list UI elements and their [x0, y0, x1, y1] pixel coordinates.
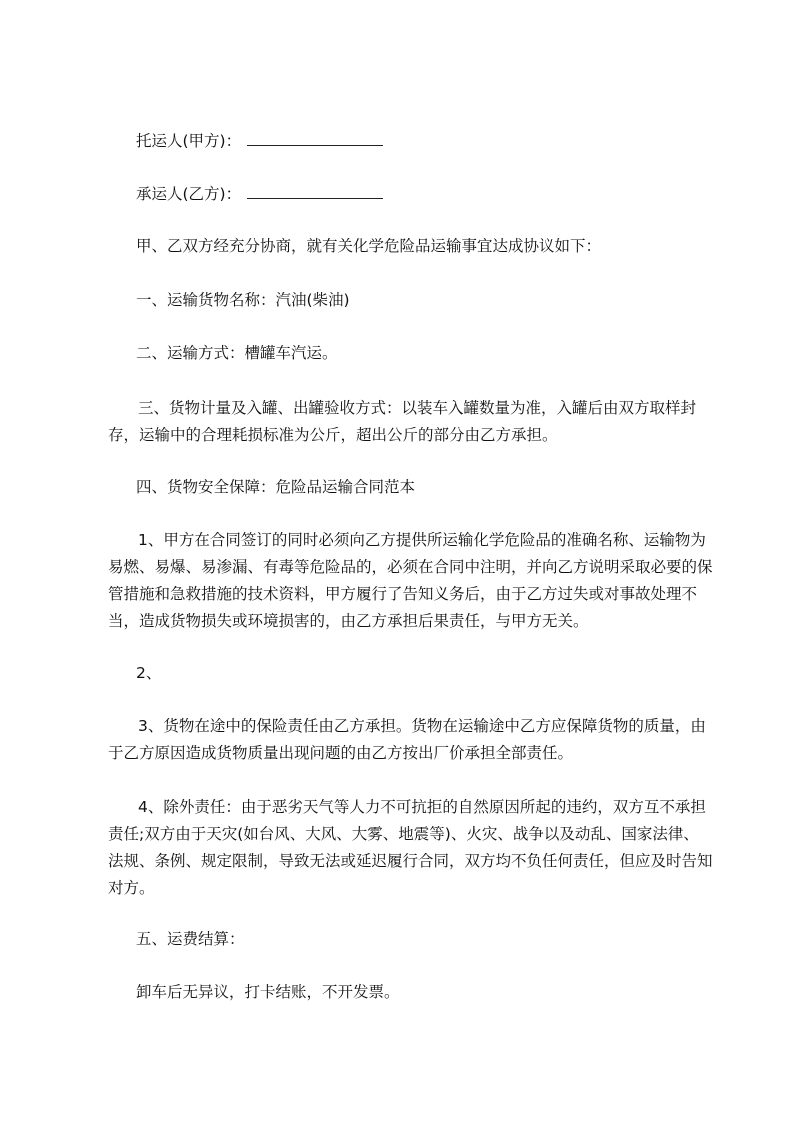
carrier-blank: [247, 184, 383, 199]
item-1: 1、甲方在合同签订的同时必须向乙方提供所运输化学危险品的准确名称、运输物为易燃、易爆、易渗漏、有毒等危险品的，必须在合同中注明，并向乙方说明采取必要的保管措施和急救措施的技术资料，甲方履行了告知义务后，由于乙方过失或对事故处理不当，造成货物损失或环境损害的，由乙方承担后果责任，与甲方无关。: [108, 531, 713, 630]
section-4: 四、货物安全保障：危险品运输合同范本: [136, 478, 416, 496]
carrier-label: 承运人(乙方)：: [136, 185, 242, 203]
item-4: 4、除外责任：由于恶劣天气等人力不可抗拒的自然原因所起的违约，双方互不承担责任;双方由于天灾(如台风、大风、大雾、地震等)、火灾、战争以及动乱、国家法律、法规、条例、规定限制，导致无法或延迟履行合同，双方均不负任何责任，但应及时告知对方。: [108, 798, 713, 897]
section-3: 三、货物计量及入罐、出罐验收方式：以装车入罐数量为准，入罐后由双方取样封存，运输中的合理耗损标准为公斤，超出公斤的部分由乙方承担。: [108, 399, 697, 444]
shipper-label: 托运人(甲方)：: [136, 132, 242, 150]
section-1: 一、运输货物名称：汽油(柴油): [136, 291, 350, 309]
carrier-line: [108, 181, 714, 208]
settlement-paragraph: 卸车后无异议，打卡结账，不开发票。: [136, 983, 400, 1001]
item-2: 2、: [136, 664, 162, 682]
shipper-blank: [247, 131, 383, 146]
item-3: 3、货物在途中的保险责任由乙方承担。货物在运输途中乙方应保障货物的质量，由于乙方原因造成货物质量出现问题的由乙方按出厂价承担全部责任。: [108, 717, 706, 762]
section-5: 五、运费结算：: [136, 930, 245, 948]
intro-paragraph: 甲、乙双方经充分协商，就有关化学危险品运输事宜达成协议如下：: [136, 237, 602, 255]
section-2: 二、运输方式：槽罐车汽运。: [136, 344, 338, 362]
shipper-line: [108, 128, 714, 155]
